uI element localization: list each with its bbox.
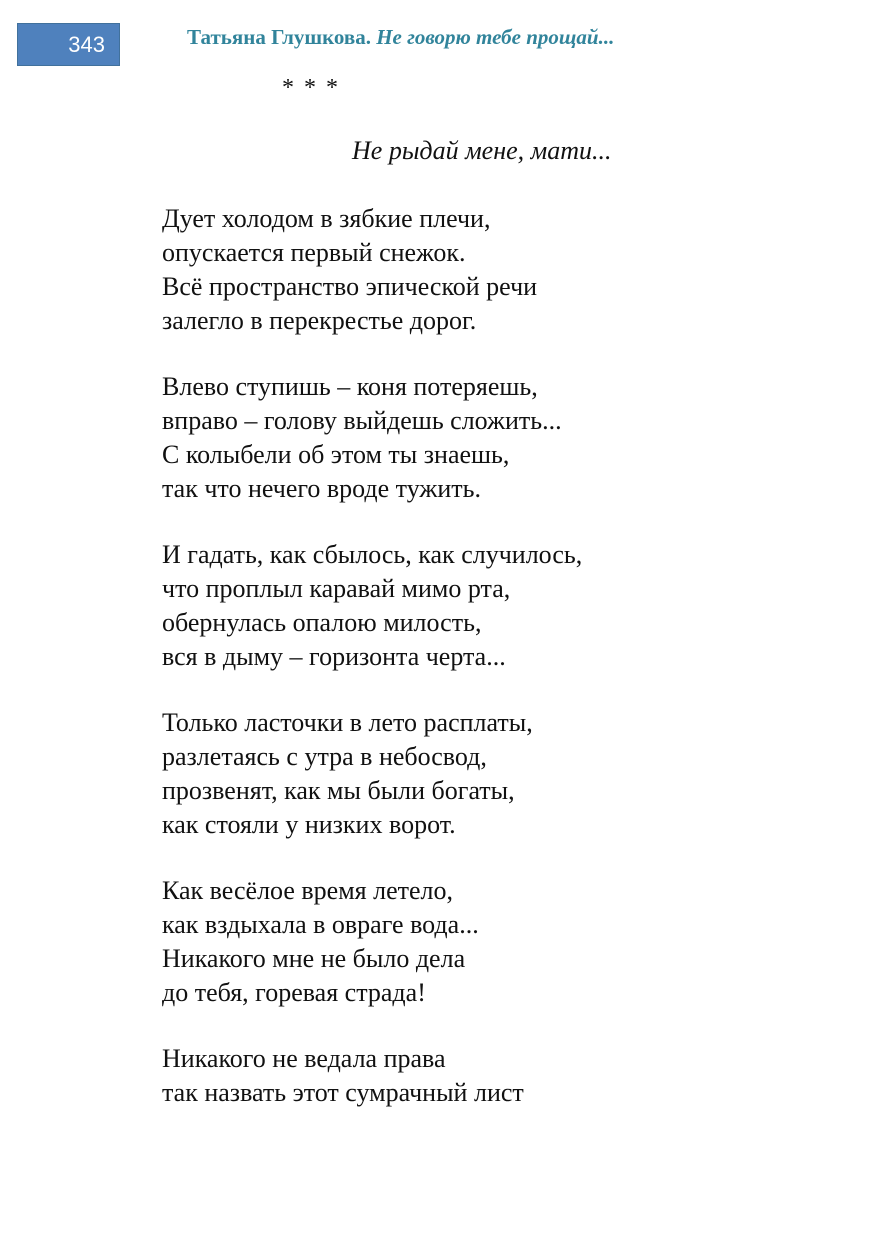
stanza: [162, 706, 582, 842]
poem-line: Никакого мне не было дела: [162, 944, 466, 973]
stanza: [162, 538, 582, 674]
stanza: [162, 874, 582, 1010]
poem-line: опускается первый снежок.: [162, 238, 466, 267]
poem-line: вся в дыму – горизонта черта...: [162, 642, 506, 671]
poem-line: разлетаясь с утра в небосвод,: [162, 742, 487, 771]
poem-line: Как весёлое время летело,: [162, 876, 454, 905]
poem-line: как стояли у низких ворот.: [162, 810, 456, 839]
poem-epigraph: Не рыдай мене, мати...: [352, 136, 612, 165]
poem-body: [162, 202, 582, 1142]
stanza: [162, 370, 582, 506]
running-header: [187, 25, 614, 50]
poem-line: Только ласточки в лето расплаты,: [162, 708, 533, 737]
work-title: Не говорю тебе прощай...: [376, 25, 615, 49]
stanza: [162, 1042, 582, 1110]
poem-line: так назвать этот сумрачный лист: [162, 1078, 524, 1107]
poem-separator: * * *: [282, 75, 340, 101]
poem-line: залегло в перекрестье дорог.: [162, 306, 477, 335]
poem-line: до тебя, горевая страда!: [162, 978, 426, 1007]
author-name: Татьяна Глушкова.: [187, 25, 371, 49]
poem-line: как вздыхала в овраге вода...: [162, 910, 479, 939]
poem-line: И гадать, как сбылось, как случилось,: [162, 540, 583, 569]
poem-line: Всё пространство эпической речи: [162, 272, 538, 301]
poem-line: что проплыл каравай мимо рта,: [162, 574, 511, 603]
poem-line: Влево ступишь – коня потеряешь,: [162, 372, 538, 401]
page-number-badge: 343: [17, 23, 120, 66]
poem-line: С колыбели об этом ты знаешь,: [162, 440, 510, 469]
stanza: [162, 202, 582, 338]
poem-line: прозвенят, как мы были богаты,: [162, 776, 515, 805]
poem-line: обернулась опалою милость,: [162, 608, 482, 637]
poem-line: Дует холодом в зябкие плечи,: [162, 204, 491, 233]
poem-line: Никакого не ведала права: [162, 1044, 446, 1073]
poem-line: так что нечего вроде тужить.: [162, 474, 481, 503]
poem-line: вправо – голову выйдешь сложить...: [162, 406, 562, 435]
